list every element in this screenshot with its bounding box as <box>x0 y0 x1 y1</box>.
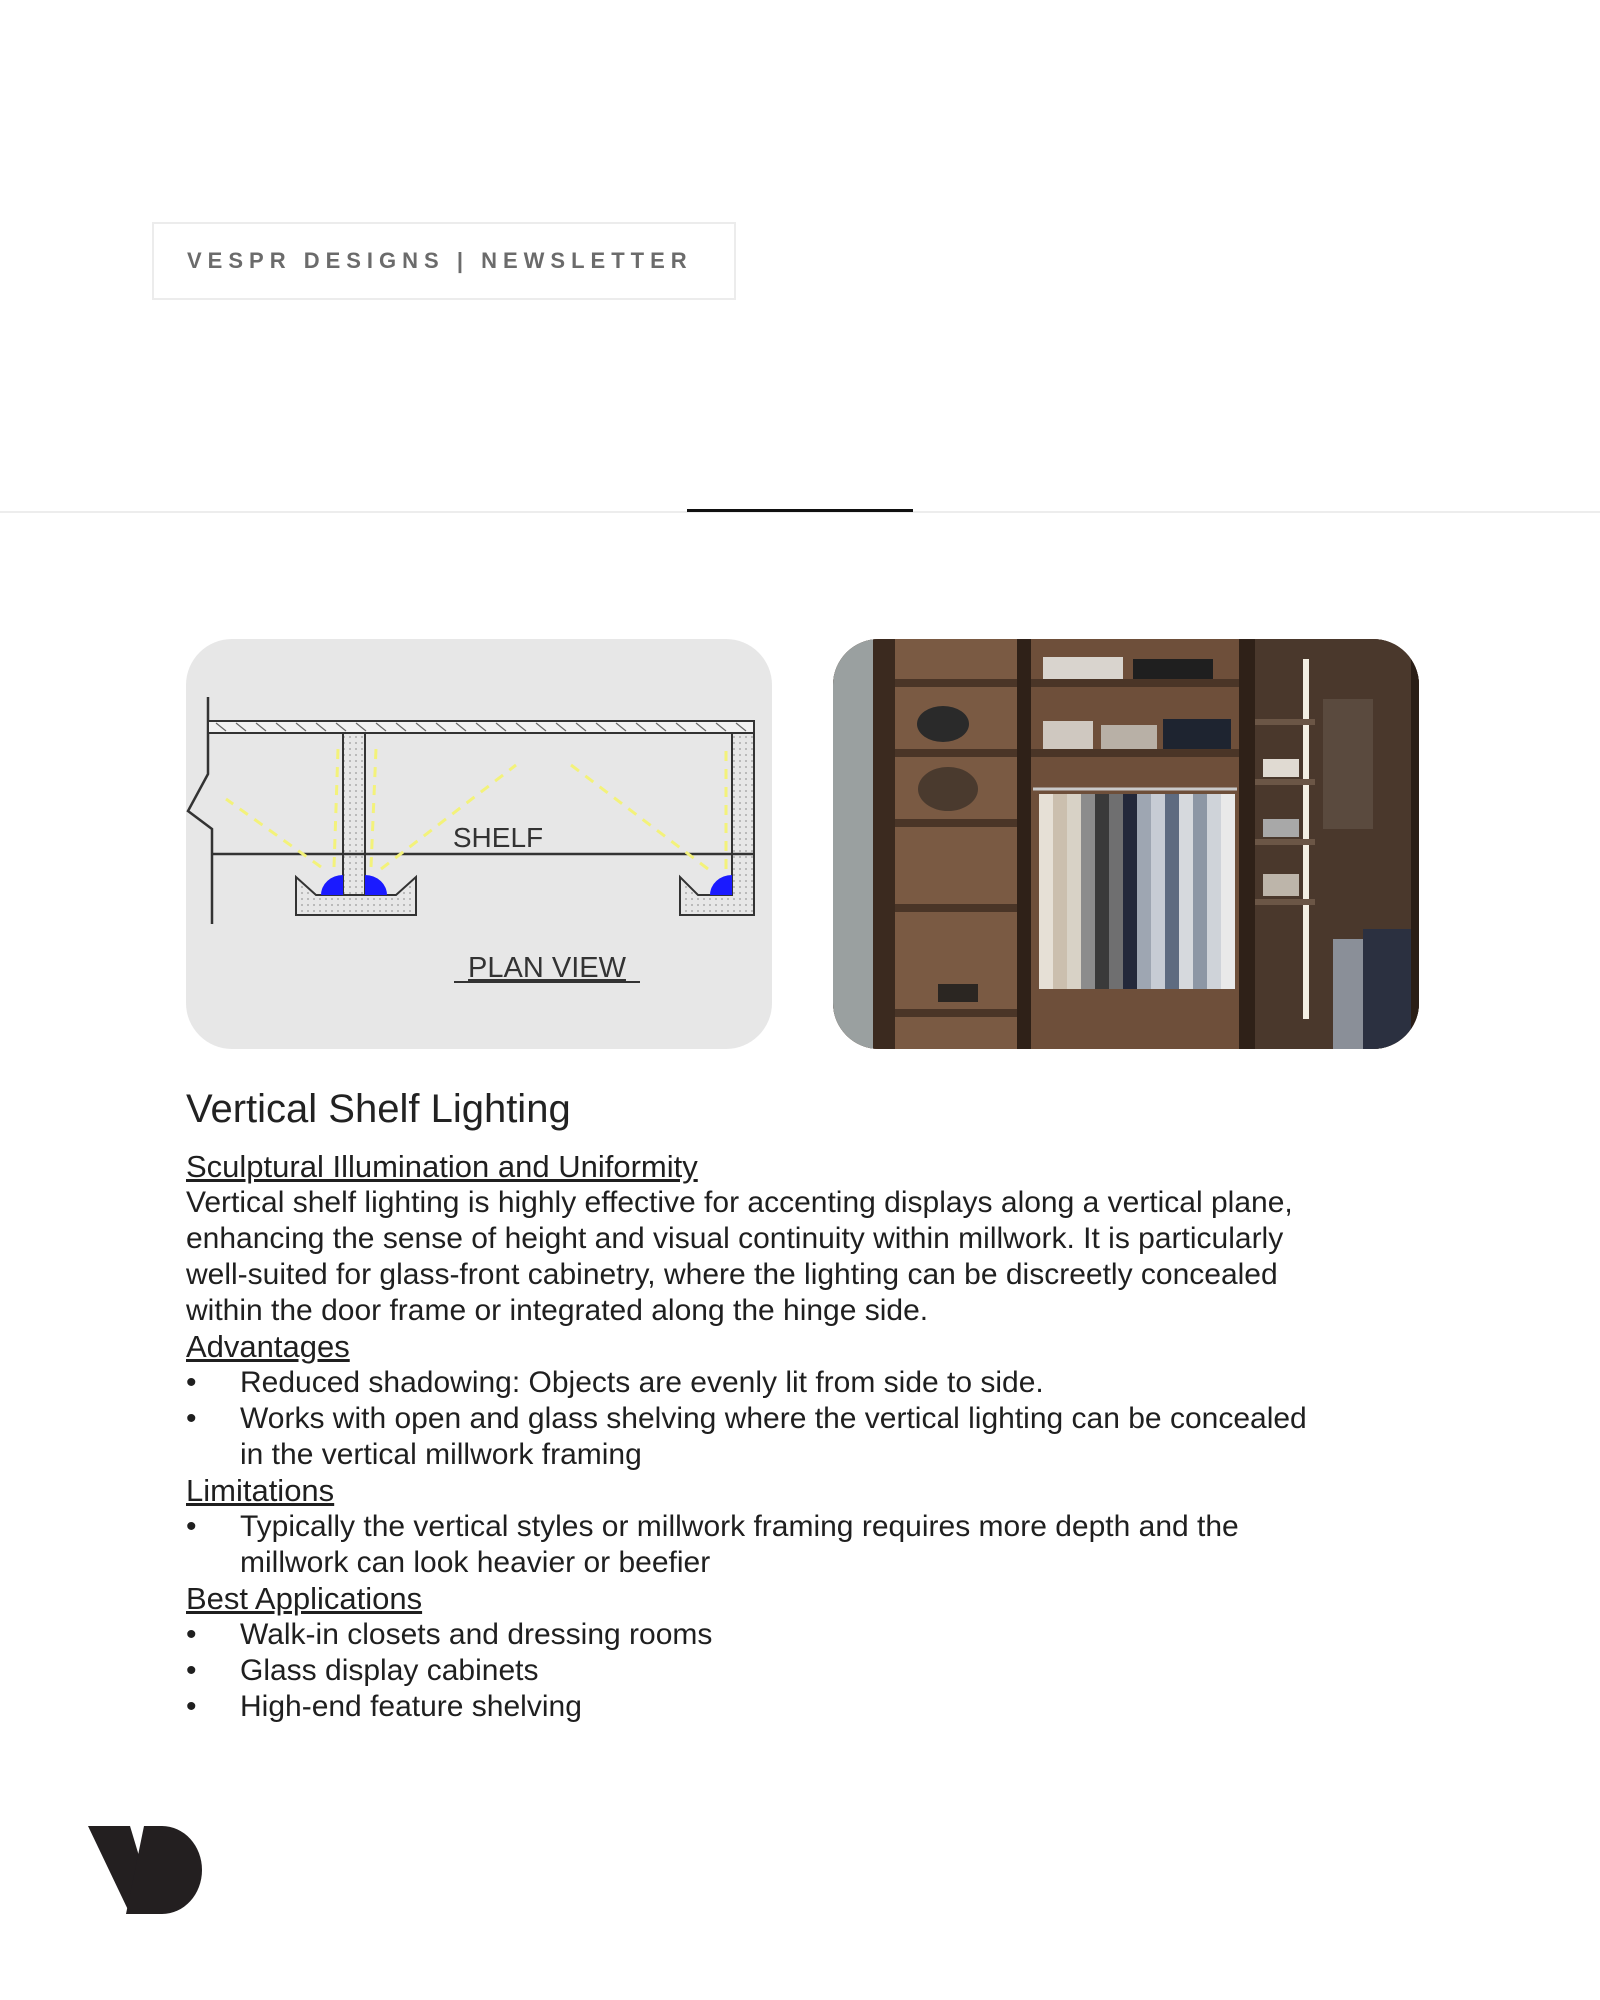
right-stile <box>732 733 754 854</box>
article-title: Vertical Shelf Lighting <box>186 1087 571 1131</box>
intro-heading: Sculptural Illumination and Uniformity <box>186 1149 698 1184</box>
led-fixture-icon <box>365 875 387 895</box>
advantages-heading: Advantages <box>186 1329 350 1364</box>
header-label: VESPR DESIGNS | NEWSLETTER <box>187 248 693 273</box>
left-stile <box>343 733 365 854</box>
closet-photo <box>833 639 1419 1049</box>
applications-list <box>186 1617 1336 1725</box>
limitations-list <box>186 1509 1336 1581</box>
list-item: • Works with open and glass shelving where the vertical lighting can be concealed in the vertical millwork framing <box>186 1401 1336 1473</box>
closet-illustration <box>833 639 1419 1049</box>
section-divider-accent <box>687 509 913 512</box>
advantages-list <box>186 1365 1336 1473</box>
diagram-drawing <box>186 639 772 1049</box>
list-item: • Walk-in closets and dressing rooms <box>186 1617 1336 1653</box>
applications-heading: Best Applications <box>186 1581 423 1616</box>
list-item: • Typically the vertical styles or millwork framing requires more depth and the millwork can look heavier or beefier <box>186 1509 1336 1581</box>
list-item: • Reduced shadowing: Objects are evenly lit from side to side. <box>186 1365 1336 1401</box>
led-fixture-icon <box>321 875 343 895</box>
list-item: • Glass display cabinets <box>186 1653 1336 1689</box>
intro-text: Vertical shelf lighting is highly effective for accenting displays along a vertical plane, enhancing the sense of height and visual continuity within millwork. It is particularly well-suited for glass-front cabinetry, where the lighting can be discreetly concealed within the door frame or integrated along the hinge side. <box>186 1186 1293 1327</box>
limitations-heading: Limitations <box>186 1473 335 1508</box>
shelf-label: SHELF <box>452 822 544 853</box>
plan-view-diagram <box>186 639 772 1049</box>
plan-view-label: PLAN VIEW <box>468 952 626 984</box>
led-fixture-icon <box>710 875 732 895</box>
article <box>186 1085 1336 1725</box>
list-item: • High-end feature shelving <box>186 1689 1336 1725</box>
newsletter-header <box>152 222 736 300</box>
vespr-logo-icon <box>86 1824 204 1916</box>
